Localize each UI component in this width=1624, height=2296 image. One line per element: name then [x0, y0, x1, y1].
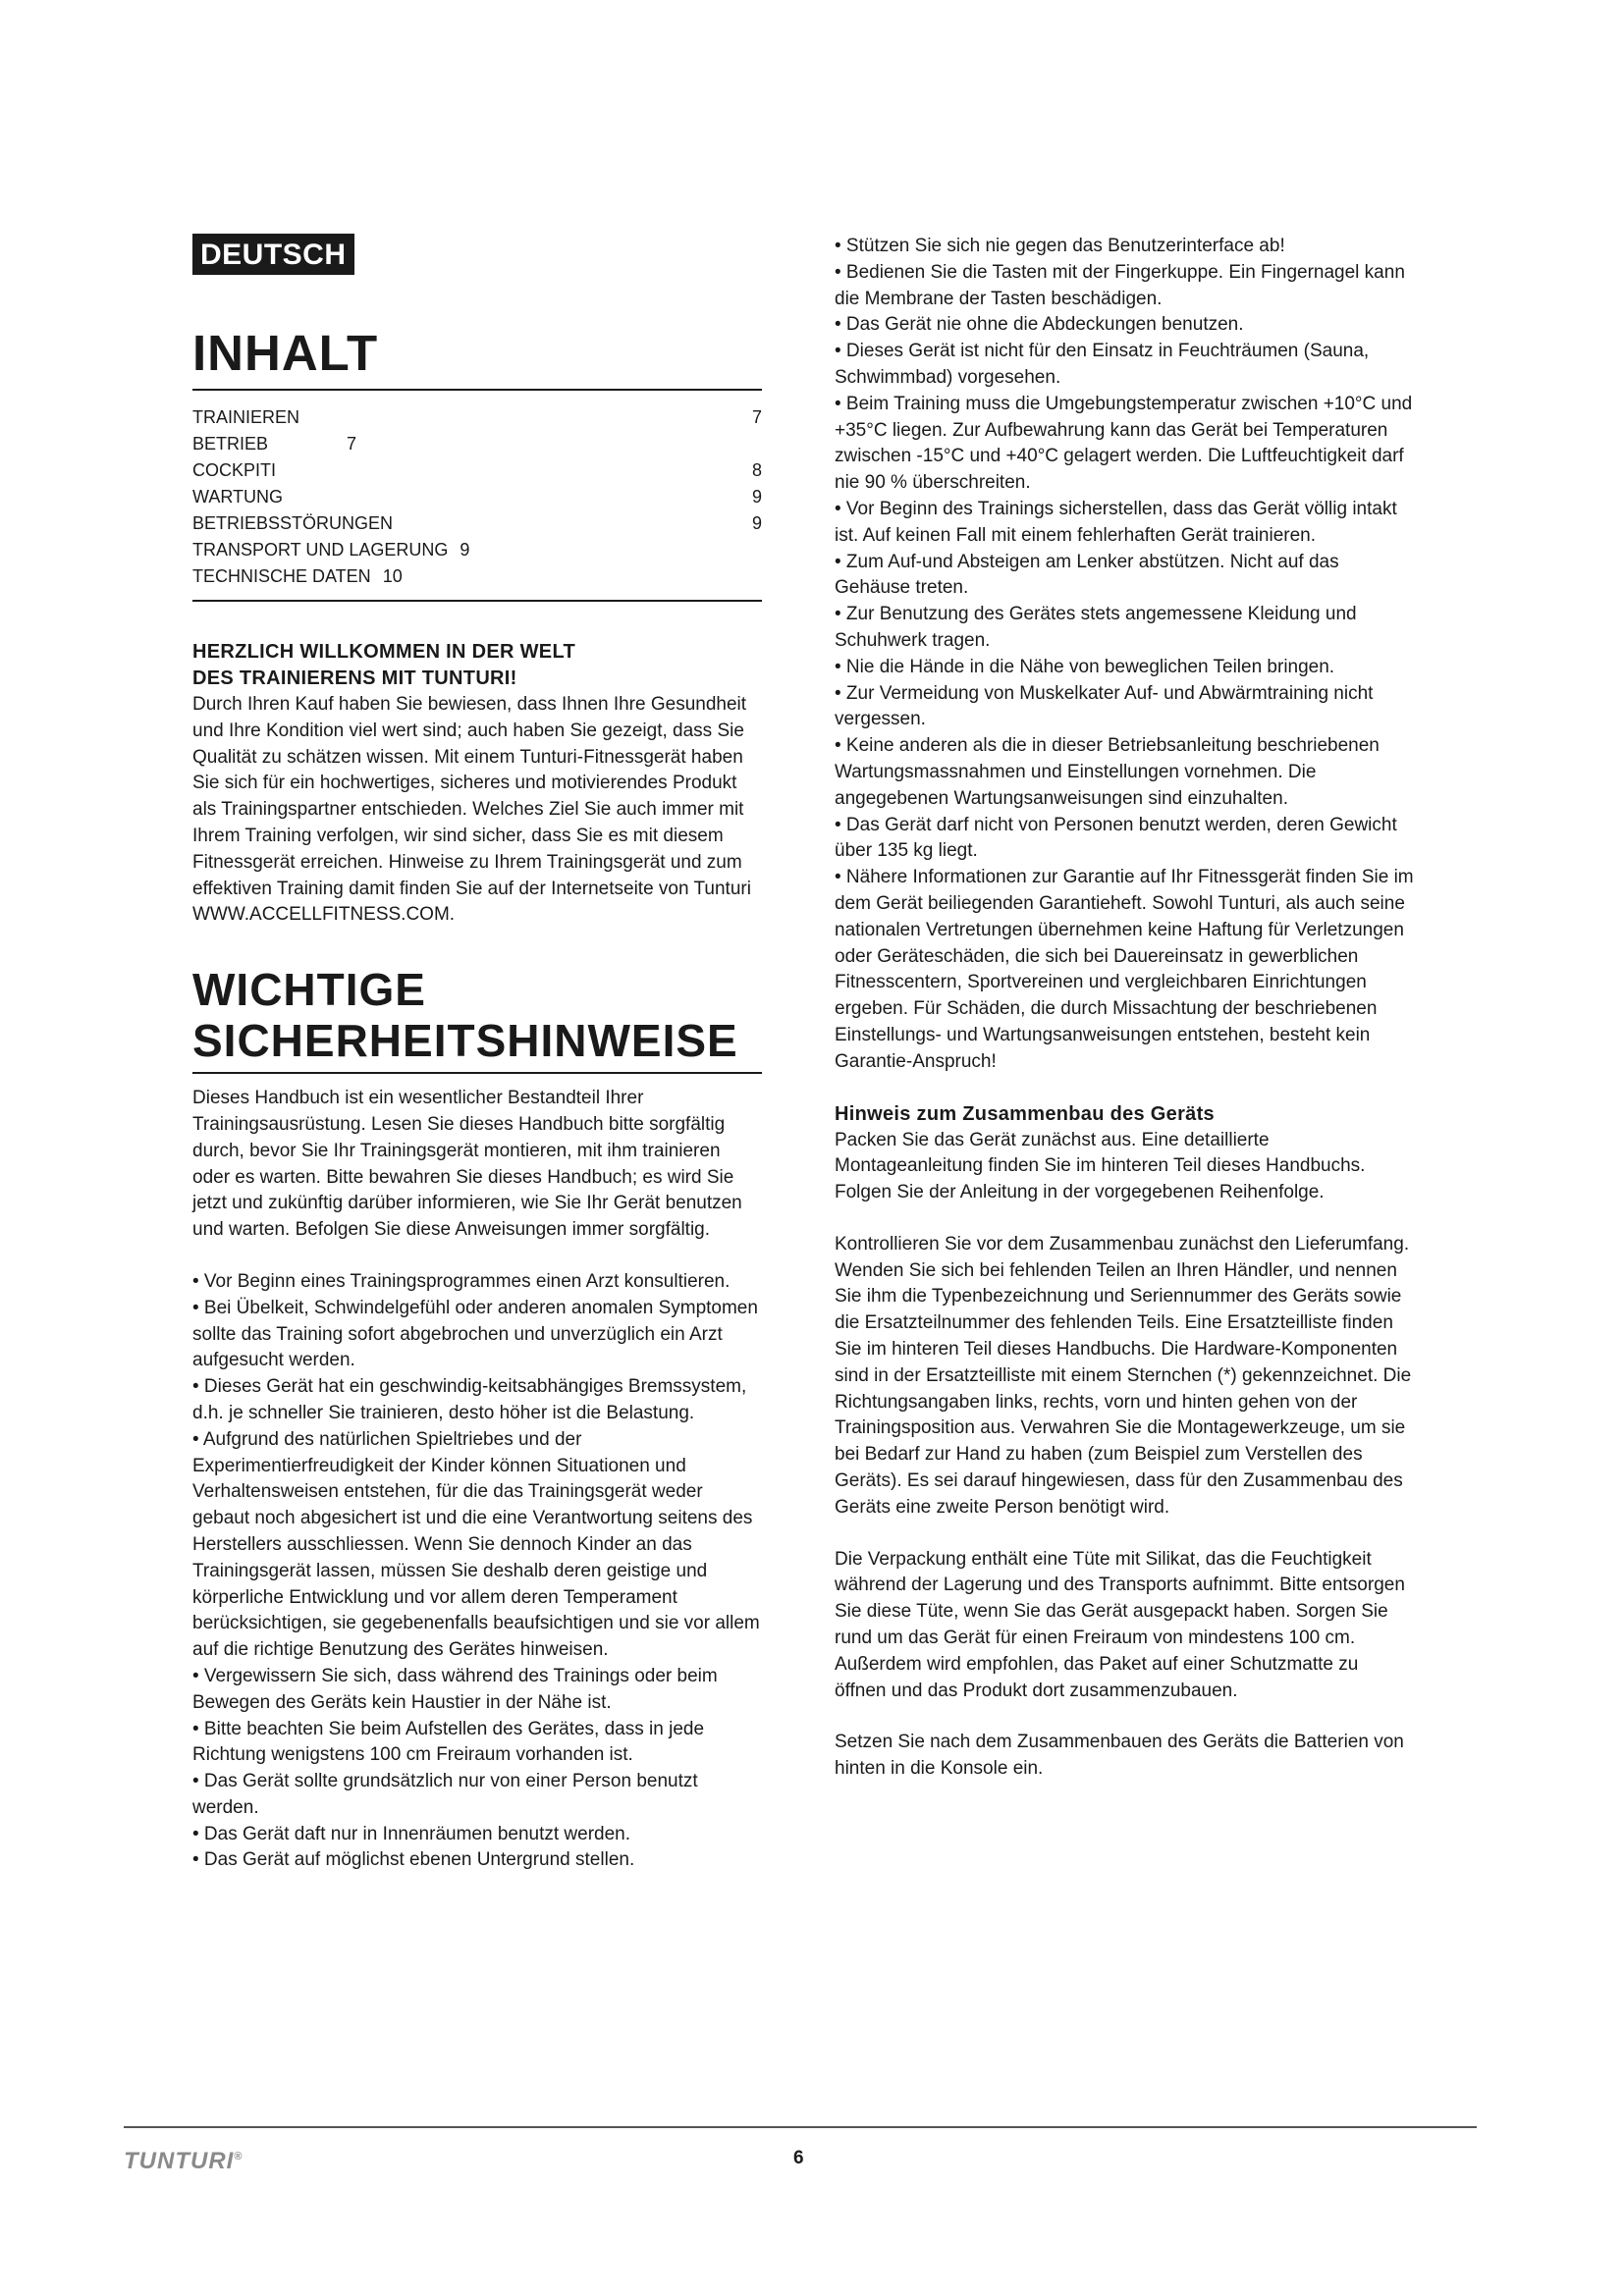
safety-bullet: • Stützen Sie sich nie gegen das Benutzerinterface ab! — [835, 236, 1285, 256]
safety-bullet: • Dieses Gerät ist nicht für den Einsatz in Feuchträumen (Sauna, Schwimmbad) vorgesehen. — [835, 341, 1370, 388]
brand-name: TUNTURI — [124, 2148, 235, 2174]
safety-bullet: • Zur Benutzung des Gerätes stets angemessene Kleidung und Schuhwerk tragen. — [835, 604, 1357, 651]
safety-bullet: • Vor Beginn eines Trainingsprogrammes einen Arzt konsultieren. — [192, 1270, 731, 1292]
table-of-contents — [192, 404, 762, 590]
safety-title-line2: SICHERHEITSHINWEISE — [192, 1015, 738, 1067]
welcome-text: Durch Ihren Kauf haben Sie bewiesen, dass Ihnen Ihre Gesundheit und Ihre Kondition viel wert sind; auch haben Sie gezeigt, dass Sie Qualität zu schätzen wissen. Mit einem Tunturi-Fitnessgerät haben Sie sich für ein hochwertiges, sicheres und motivierendes Produkt als Trainingspartner entschieden. Welches Ziel Sie auch immer mit Ihrem Training verfolgen, wir sind sicher, dass Sie es mit diesem Fitnessgerät erreichen. Hinweise zu Ihrem Trainingsgerät und zum effektiven Training damit finden Sie auf der Internetseite von Tunturi WWW.ACCELLFITNESS.COM. — [192, 694, 751, 926]
assembly-paragraph: Setzen Sie nach dem Zusammenbauen des Geräts die Batterien von hinten in die Konsole ein. — [835, 1732, 1404, 1780]
safety-intro: Dieses Handbuch ist ein wesentlicher Bestandteil Ihrer Trainingsausrüstung. Lesen Sie dieses Handbuch bitte sorgfältig durch, bevor Sie Ihr Trainingsgerät montieren, mit ihm trainieren oder es warten. Bitte bewahren Sie dieses Handbuch; es wird Sie jetzt und zukünftig darüber informieren, wie Sie Ihr Gerät benutzen und warten. Befolgen Sie diese Anweisungen immer sorgfältig. — [192, 1088, 742, 1241]
safety-bullet: • Beim Training muss die Umgebungstemperatur zwischen +10°C und +35°C liegen. Zur Aufbewahrung kann das Gerät bei Temperaturen zwischen -15°C und +40°C gelagert werden. Die Luftfeuchtigkeit darf nie 90 % überschreiten. — [835, 393, 1413, 494]
toc-item-label: BETRIEB — [192, 434, 269, 454]
safety-bullet: • Das Gerät daft nur in Innenräumen benutzt werden. — [192, 1823, 631, 1844]
toc-item-page: 9 — [751, 513, 762, 533]
contents-title: INHALT — [192, 325, 379, 381]
language-badge: DEUTSCH — [192, 234, 354, 275]
safety-bullet: • Vor Beginn des Trainings sicherstellen, dass das Gerät völlig intakt ist. Auf keinen Fall mit einem fehlerhaften Gerät trainieren. — [835, 498, 1397, 546]
safety-bullet: • Bei Übelkeit, Schwindelgefühl oder anderen anomalen Symptomen sollte das Training sofort abgebrochen und unverzüglich ein Arzt aufgesucht werden. — [192, 1297, 758, 1371]
assembly-paragraph: Kontrollieren Sie vor dem Zusammenbau zunächst den Lieferumfang. Wenden Sie sich bei fehlenden Teilen an Ihren Händler, und nennen Sie ihm die Typenbezeichnung und Seriennummer des Geräts sowie die Ersatzteilnummer des fehlenden Teils. Eine Ersatzteilliste finden Sie im hinteren Teil dieses Handbuchs. Die Hardware-Komponenten sind in der Ersatzteilliste mit einem Sternchen (*) gekennzeichnet. Die Richtungsangaben links, rechts, vorn und hinten gehen von der Trainingsposition aus. Verwahren Sie die Montagewerkzeuge, um sie bei Bedarf zur Hand zu haben (zum Beispiel zum Verstellen des Geräts). Es sei darauf hingewiesen, dass für den Zusammenbau des Geräts eine zweite Person benötigt wird. — [835, 1233, 1412, 1518]
welcome-section — [192, 639, 762, 929]
page-number: 6 — [793, 2148, 804, 2168]
safety-bullet: • Aufgrund des natürlichen Spieltriebes und der Experimentierfreudigkeit der Kinder können Situationen und Verhaltensweisen entstehen, für die das Trainingsgerät weder gebaut noch abgesichert ist und die eine Verantwortung seitens des Herstellers ausschliessen. Wenn Sie dennoch Kinder an das Trainingsgerät lassen, müssen Sie deshalb deren geistige und körperliche Entwicklung und vor allem deren Temperament berücksichtigen, sie gegebenenfalls beaufsichtigen und sie vor allem auf die richtige Benutzung des Gerätes hinweisen. — [192, 1428, 760, 1661]
safety-bullet: • Dieses Gerät hat ein geschwindig-keitsabhängiges Bremssystem, d.h. je schneller Sie trainieren, desto höher ist die Belastung. — [192, 1376, 747, 1423]
safety-bullet: • Das Gerät nie ohne die Abdeckungen benutzen. — [835, 314, 1244, 336]
safety-bullet: • Bitte beachten Sie beim Aufstellen des Gerätes, dass in jede Richtung wenigstens 100 cm Freiraum vorhanden ist. — [192, 1718, 705, 1766]
welcome-heading-line1: HERZLICH WILLKOMMEN IN DER WELT — [192, 641, 575, 663]
assembly-section — [835, 1101, 1414, 1784]
toc-item-page: 9 — [460, 540, 470, 560]
toc-item-label: BETRIEBSSTÖRUNGEN — [192, 513, 394, 533]
toc-item-page: 10 — [382, 566, 403, 586]
toc-item-label: TECHNISCHE DATEN — [192, 566, 371, 586]
safety-title-rule — [192, 1072, 762, 1074]
toc-item-label: COCKPITI — [192, 460, 277, 480]
safety-bullet: • Das Gerät sollte grundsätzlich nur von einer Person benutzt werden. — [192, 1771, 698, 1818]
footer-rule — [124, 2126, 1477, 2128]
assembly-paragraph: Packen Sie das Gerät zunächst aus. Eine detaillierte Montageanleitung finden Sie im hinteren Teil dieses Handbuchs. Folgen Sie der Anleitung in der vorgegebenen Reihenfolge. — [835, 1129, 1366, 1203]
tunturi-logo — [124, 2148, 243, 2175]
toc-item-label: TRANSPORT UND LAGERUNG — [192, 540, 449, 560]
safety-bullet: • Bedienen Sie die Tasten mit der Fingerkuppe. Ein Fingernagel kann die Membrane der Tasten beschädigen. — [835, 261, 1405, 309]
safety-bullet: • Das Gerät darf nicht von Personen benutzt werden, deren Gewicht über 135 kg liegt. — [835, 814, 1397, 862]
safety-bullet: • Zur Vermeidung von Muskelkater Auf- und Abwärmtraining nicht vergessen. — [835, 682, 1374, 730]
safety-bullet: • Nie die Hände in die Nähe von beweglichen Teilen bringen. — [835, 656, 1335, 677]
toc-item[interactable] — [192, 510, 762, 537]
safety-bullet: • Zum Auf-und Absteigen am Lenker abstützen. Nicht auf das Gehäuse treten. — [835, 551, 1339, 599]
safety-bullet: • Keine anderen als die in dieser Betriebsanleitung beschriebenen Wartungsmassnahmen und Einstellungen vornehmen. Die angegebenen Wartungsanweisungen sind einzuhalten. — [835, 735, 1380, 809]
safety-bullet: • Vergewissern Sie sich, dass während des Trainings oder beim Bewegen des Geräts kein Haustier in der Nähe ist. — [192, 1665, 718, 1713]
toc-item-page: 9 — [751, 487, 762, 507]
toc-item[interactable] — [192, 537, 762, 563]
right-column — [835, 234, 1414, 1783]
welcome-heading-line2: DES TRAINIERENS MIT TUNTURI! — [192, 667, 517, 689]
toc-item[interactable] — [192, 563, 762, 590]
safety-bullet: • Das Gerät auf möglichst ebenen Untergrund stellen. — [192, 1849, 635, 1871]
assembly-heading: Hinweis zum Zusammenbau des Geräts — [835, 1102, 1215, 1125]
toc-item[interactable] — [192, 404, 762, 431]
safety-bullet: • Nähere Informationen zur Garantie auf Ihr Fitnessgerät finden Sie im dem Gerät beiliegenden Garantieheft. Sowohl Tunturi, als auch seine nationalen Vertretungen übernehmen keine Haftung für Verletzungen oder Geräteschäden, die sich bei Dauereinsatz in gewerblichen Fitnesscentern, Sportvereinen und vergleichbaren Einrichtungen ergeben. Für Schäden, die durch Missachtung der beschriebenen Einstellungs- und Wartungsanweisungen entstehen, besteht kein Garantie-Anspruch! — [835, 867, 1414, 1072]
safety-section — [192, 964, 762, 1874]
toc-item-page: 8 — [751, 460, 762, 480]
registered-mark: ® — [234, 2151, 244, 2163]
toc-item[interactable] — [192, 457, 762, 484]
toc-item[interactable] — [192, 484, 762, 510]
toc-item-page: 7 — [347, 434, 357, 454]
toc-item-page: 7 — [751, 407, 762, 427]
safety-bullet-list-left — [192, 1269, 762, 1874]
toc-item-label: WARTUNG — [192, 487, 283, 507]
left-column — [192, 234, 762, 1874]
contents-bottom-rule — [192, 600, 762, 602]
safety-title-line1: WICHTIGE — [192, 964, 426, 1016]
contents-top-rule — [192, 389, 762, 391]
toc-item[interactable] — [192, 431, 762, 457]
toc-item-label: TRAINIEREN — [192, 407, 300, 427]
assembly-paragraph: Die Verpackung enthält eine Tüte mit Silikat, das die Feuchtigkeit während der Lagerung und des Transports aufnimmt. Bitte entsorgen Sie diese Tüte, wenn Sie das Gerät ausgepackt haben. Sorgen Sie rund um das Gerät für einen Freiraum von mindestens 100 cm. Außerdem wird empfohlen, das Paket auf einer Schutzmatte zu öffnen und das Produkt dort zusammenzubauen. — [835, 1548, 1405, 1701]
safety-bullet-list-right — [835, 234, 1414, 1076]
